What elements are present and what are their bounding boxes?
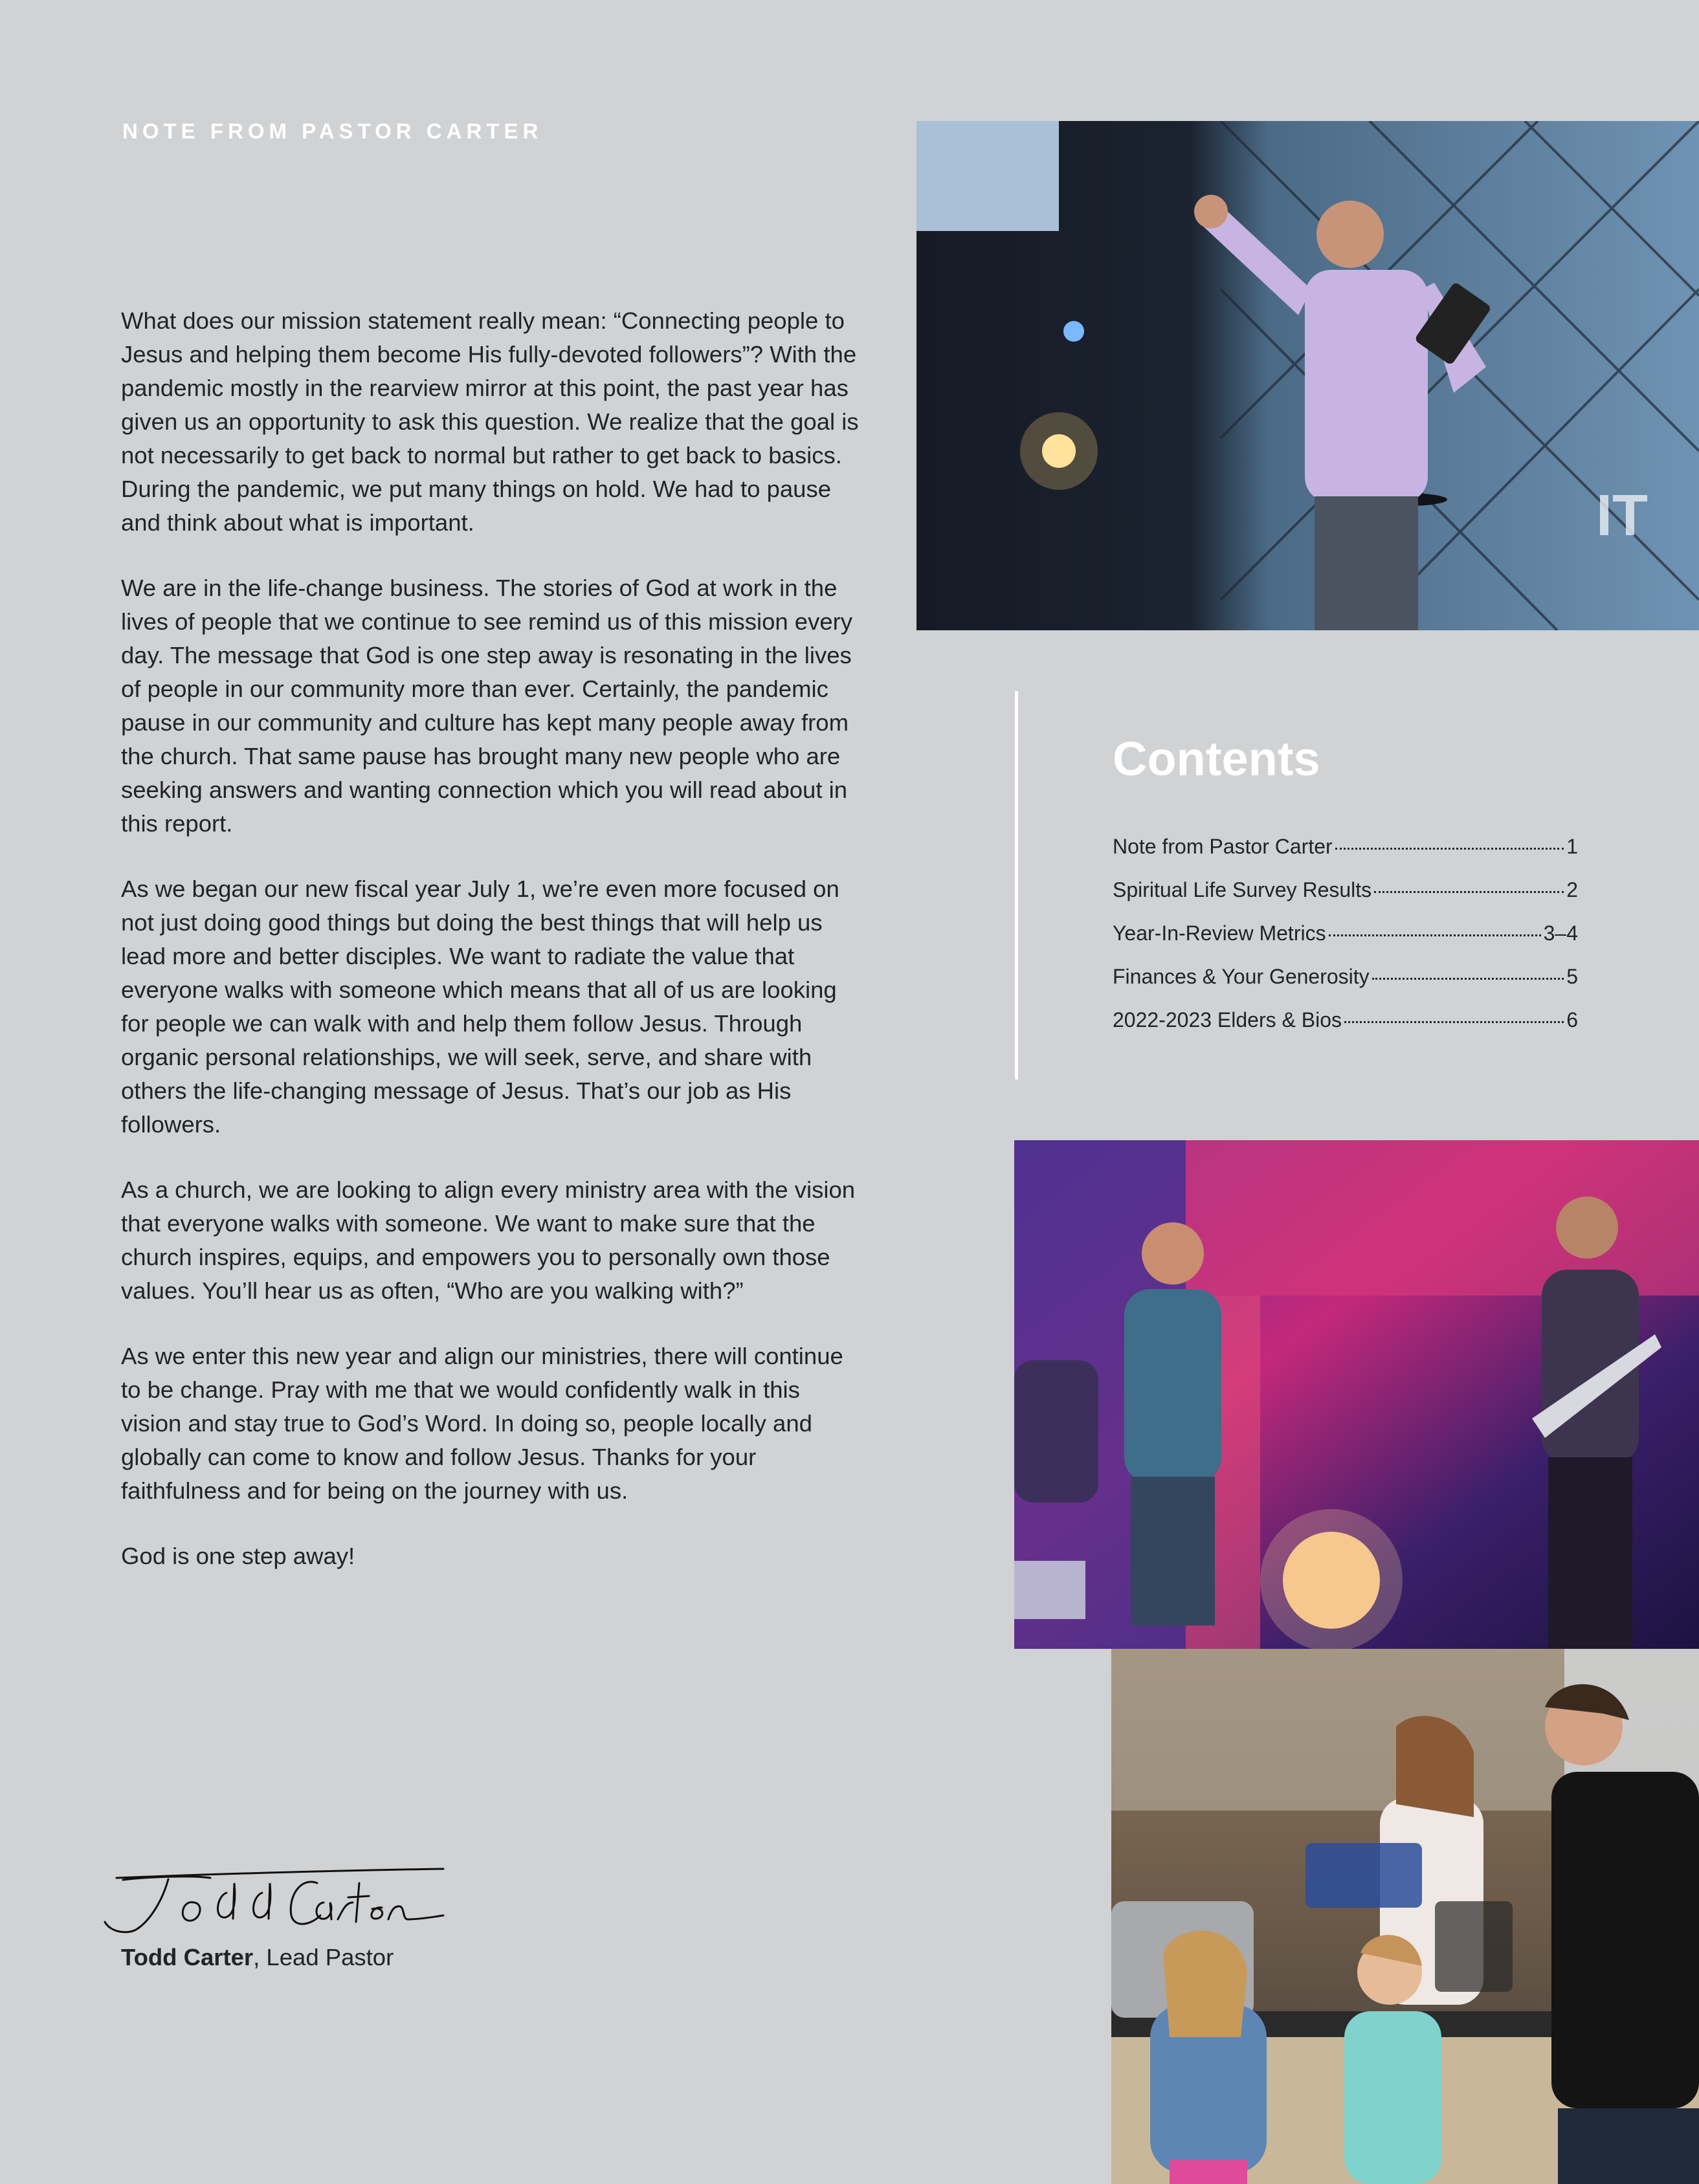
contents-item[interactable] <box>1113 1008 1578 1052</box>
family-snack-photo <box>1111 1649 1699 2184</box>
contents-leader <box>1344 1021 1564 1023</box>
signature-line <box>121 1944 394 1971</box>
contents-item[interactable] <box>1113 878 1578 921</box>
contents-divider <box>1015 691 1018 1079</box>
pastor-letter <box>121 304 859 1605</box>
contents-item-page: 5 <box>1566 965 1578 988</box>
contents-leader <box>1372 978 1564 980</box>
pastor-title: , Lead Pastor <box>253 1944 394 1970</box>
contents-item-label: Note from Pastor Carter <box>1113 835 1333 858</box>
contents-item-label: Year-In-Review Metrics <box>1113 921 1326 945</box>
letter-closing: God is one step away! <box>121 1543 355 1569</box>
letter-paragraph: As a church, we are looking to align every ministry area with the vision that everyone walks with someone. We want to make sure that the church inspires, equips, and empowers you to personally own those values. You’ll hear us as often, “Who are you walking with?” <box>121 1176 856 1304</box>
handwritten-signature <box>97 1857 447 1941</box>
contents-item-page: 3–4 <box>1543 921 1578 945</box>
pastor-preaching-photo <box>916 121 1699 630</box>
contents-item-label: Spiritual Life Survey Results <box>1113 878 1372 901</box>
worship-band-photo <box>1014 1140 1699 1649</box>
contents-item-page: 1 <box>1566 835 1578 858</box>
contents-item-page: 2 <box>1566 878 1578 901</box>
contents-item[interactable] <box>1113 965 1578 1008</box>
letter-paragraph: As we enter this new year and align our ministries, there will continue to be change. Pray with me that we would confidently walk in this vision and stay true to God’s Word. In doing so, people locally and globally can come to know and follow Jesus. Thanks for your faithfulness and for being on the journey with us. <box>121 1343 843 1504</box>
contents-item[interactable] <box>1113 921 1578 965</box>
contents-title: Contents <box>1113 732 1320 786</box>
section-kicker: NOTE FROM PASTOR CARTER <box>122 119 543 143</box>
contents-list <box>1113 835 1578 1052</box>
contents-leader <box>1335 848 1564 850</box>
contents-leader <box>1374 891 1564 893</box>
contents-item[interactable] <box>1113 835 1578 878</box>
contents-item-label: Finances & Your Generosity <box>1113 965 1370 988</box>
svg-text:IT: IT <box>1596 483 1648 548</box>
contents-item-page: 6 <box>1566 1008 1578 1031</box>
letter-paragraph: As we began our new fiscal year July 1, we’re even more focused on not just doing good things but doing the best things that will help us lead more and better disciples. We want to radiate the value that everyone walks with someone which means that all of us are looking for people we can walk with and help them follow Jesus. Through organic personal relationships, we will seek, serve, and share with others the life-changing message of Jesus. That’s our job as His followers. <box>121 876 839 1138</box>
contents-item-label: 2022-2023 Elders & Bios <box>1113 1008 1342 1031</box>
letter-paragraph: What does our mission statement really mean: “Connecting people to Jesus and helping them become His fully-devoted followers”? With the pandemic mostly in the rearview mirror at this point, the past year has given us an opportunity to ask this question. We realize that the goal is not necessarily to get back to normal but rather to get back to basics. During the pandemic, we put many things on hold. We had to pause and think about what is important. <box>121 307 859 536</box>
contents-leader <box>1329 934 1541 936</box>
letter-paragraph: We are in the life-change business. The stories of God at work in the lives of people that we continue to see remind us of this mission every day. The message that God is one step away is resonating in the lives of people in our community more than ever. Certainly, the pandemic pause in our community and culture has kept many people away from the church. That same pause has brought many new people who are seeking answers and wanting connection which you will read about in this report. <box>121 575 853 837</box>
pastor-name: Todd Carter <box>121 1944 254 1970</box>
